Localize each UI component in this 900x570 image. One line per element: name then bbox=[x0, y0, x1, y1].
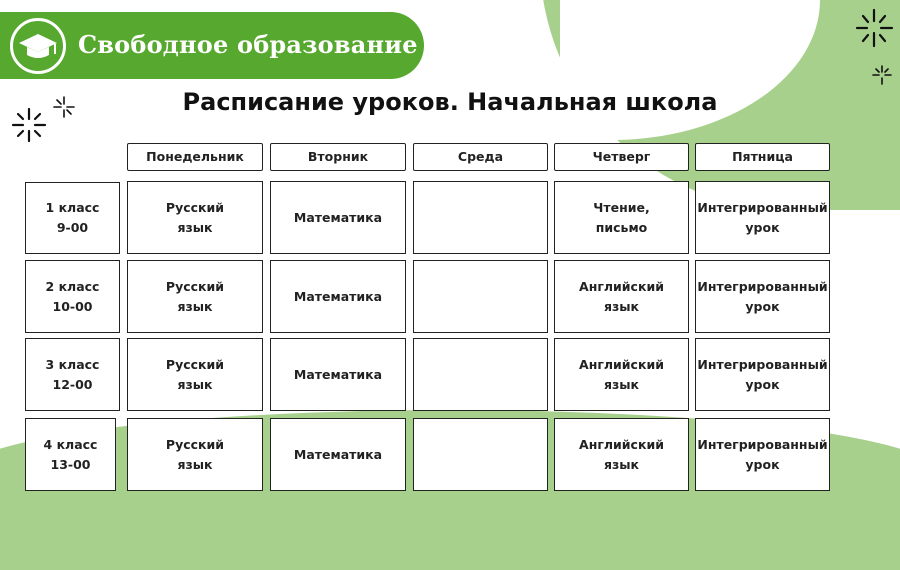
lesson-cell bbox=[413, 338, 548, 411]
graduation-cap-icon bbox=[13, 21, 63, 71]
lesson-cell bbox=[413, 181, 548, 254]
class-time-cell: 2 класс 10-00 bbox=[25, 260, 120, 333]
lesson-cell: Математика bbox=[270, 260, 406, 333]
lesson-cell bbox=[413, 260, 548, 333]
brand-name: Свободное образование bbox=[78, 30, 418, 59]
lesson-cell: Интегрированный урок bbox=[695, 418, 830, 491]
brand-logo bbox=[10, 18, 66, 74]
sparkle-icon bbox=[871, 64, 893, 86]
lesson-cell: Русский язык bbox=[127, 418, 263, 491]
lesson-cell: Английский язык bbox=[554, 418, 689, 491]
class-time-cell: 3 класс 12-00 bbox=[25, 338, 120, 411]
lesson-cell: Русский язык bbox=[127, 181, 263, 254]
lesson-cell: Английский язык bbox=[554, 260, 689, 333]
lesson-cell: Русский язык bbox=[127, 338, 263, 411]
lesson-cell: Математика bbox=[270, 181, 406, 254]
day-header-friday: Пятница bbox=[695, 143, 830, 171]
page-title: Расписание уроков. Начальная школа bbox=[182, 88, 718, 116]
sparkle-icon bbox=[854, 6, 894, 50]
lesson-cell: Интегрированный урок bbox=[695, 260, 830, 333]
lesson-cell: Чтение, письмо bbox=[554, 181, 689, 254]
class-time-cell: 1 класс 9-00 bbox=[25, 182, 120, 254]
lesson-cell: Русский язык bbox=[127, 260, 263, 333]
lesson-cell: Интегрированный урок bbox=[695, 338, 830, 411]
lesson-cell: Интегрированный урок bbox=[695, 181, 830, 254]
lesson-cell: Математика bbox=[270, 418, 406, 491]
lesson-cell bbox=[413, 418, 548, 491]
day-header-tuesday: Вторник bbox=[270, 143, 406, 171]
lesson-cell: Математика bbox=[270, 338, 406, 411]
day-header-wednesday: Среда bbox=[413, 143, 548, 171]
class-time-cell: 4 класс 13-00 bbox=[25, 418, 116, 491]
day-header-monday: Понедельник bbox=[127, 143, 263, 171]
day-header-thursday: Четверг bbox=[554, 143, 689, 171]
lesson-cell: Английский язык bbox=[554, 338, 689, 411]
